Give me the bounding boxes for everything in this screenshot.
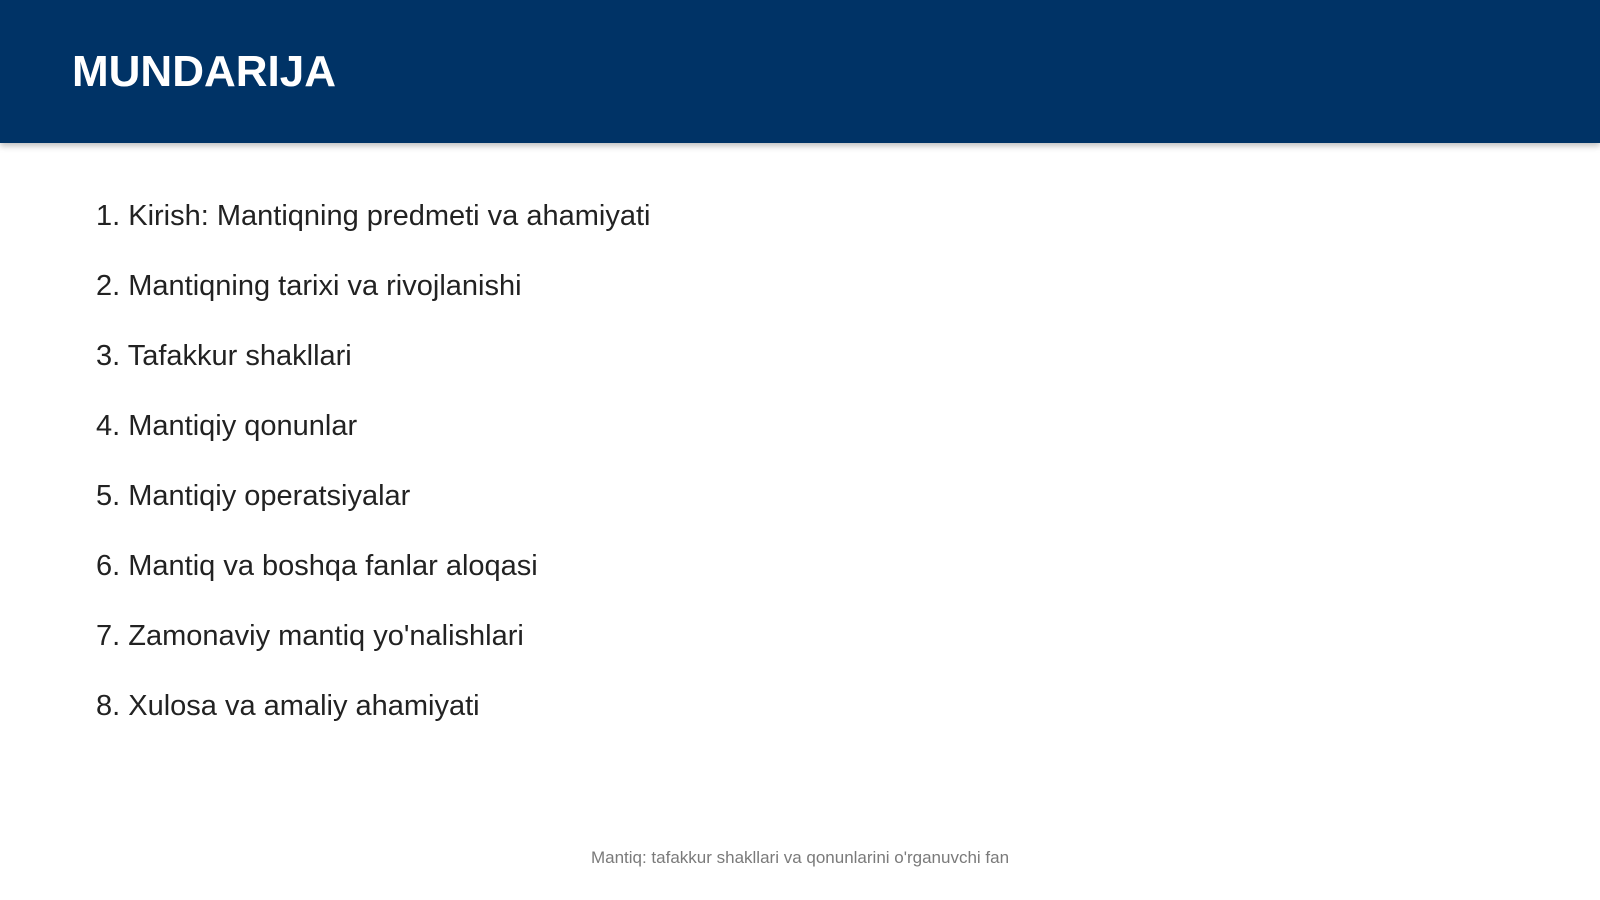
toc-item-5: 5. Mantiqiy operatsiyalar [96, 480, 411, 512]
toc-item-7: 7. Zamonaviy mantiq yo'nalishlari [96, 620, 524, 652]
table-of-contents [96, 196, 650, 756]
slide-footer: Mantiq: tafakkur shakllari va qonunlarini o'rganuvchi fan [590, 848, 1010, 867]
toc-item-3: 3. Tafakkur shakllari [96, 340, 352, 372]
toc-item-4: 4. Mantiqiy qonunlar [96, 410, 358, 442]
slide-header [0, 0, 1600, 143]
slide-title: MUNDARIJA [72, 47, 336, 96]
toc-item-2: 2. Mantiqning tarixi va rivojlanishi [96, 270, 522, 302]
toc-item-6: 6. Mantiq va boshqa fanlar aloqasi [96, 550, 538, 582]
toc-item-1: 1. Kirish: Mantiqning predmeti va ahamiyati [96, 200, 651, 232]
toc-item-8: 8. Xulosa va amaliy ahamiyati [96, 690, 480, 722]
